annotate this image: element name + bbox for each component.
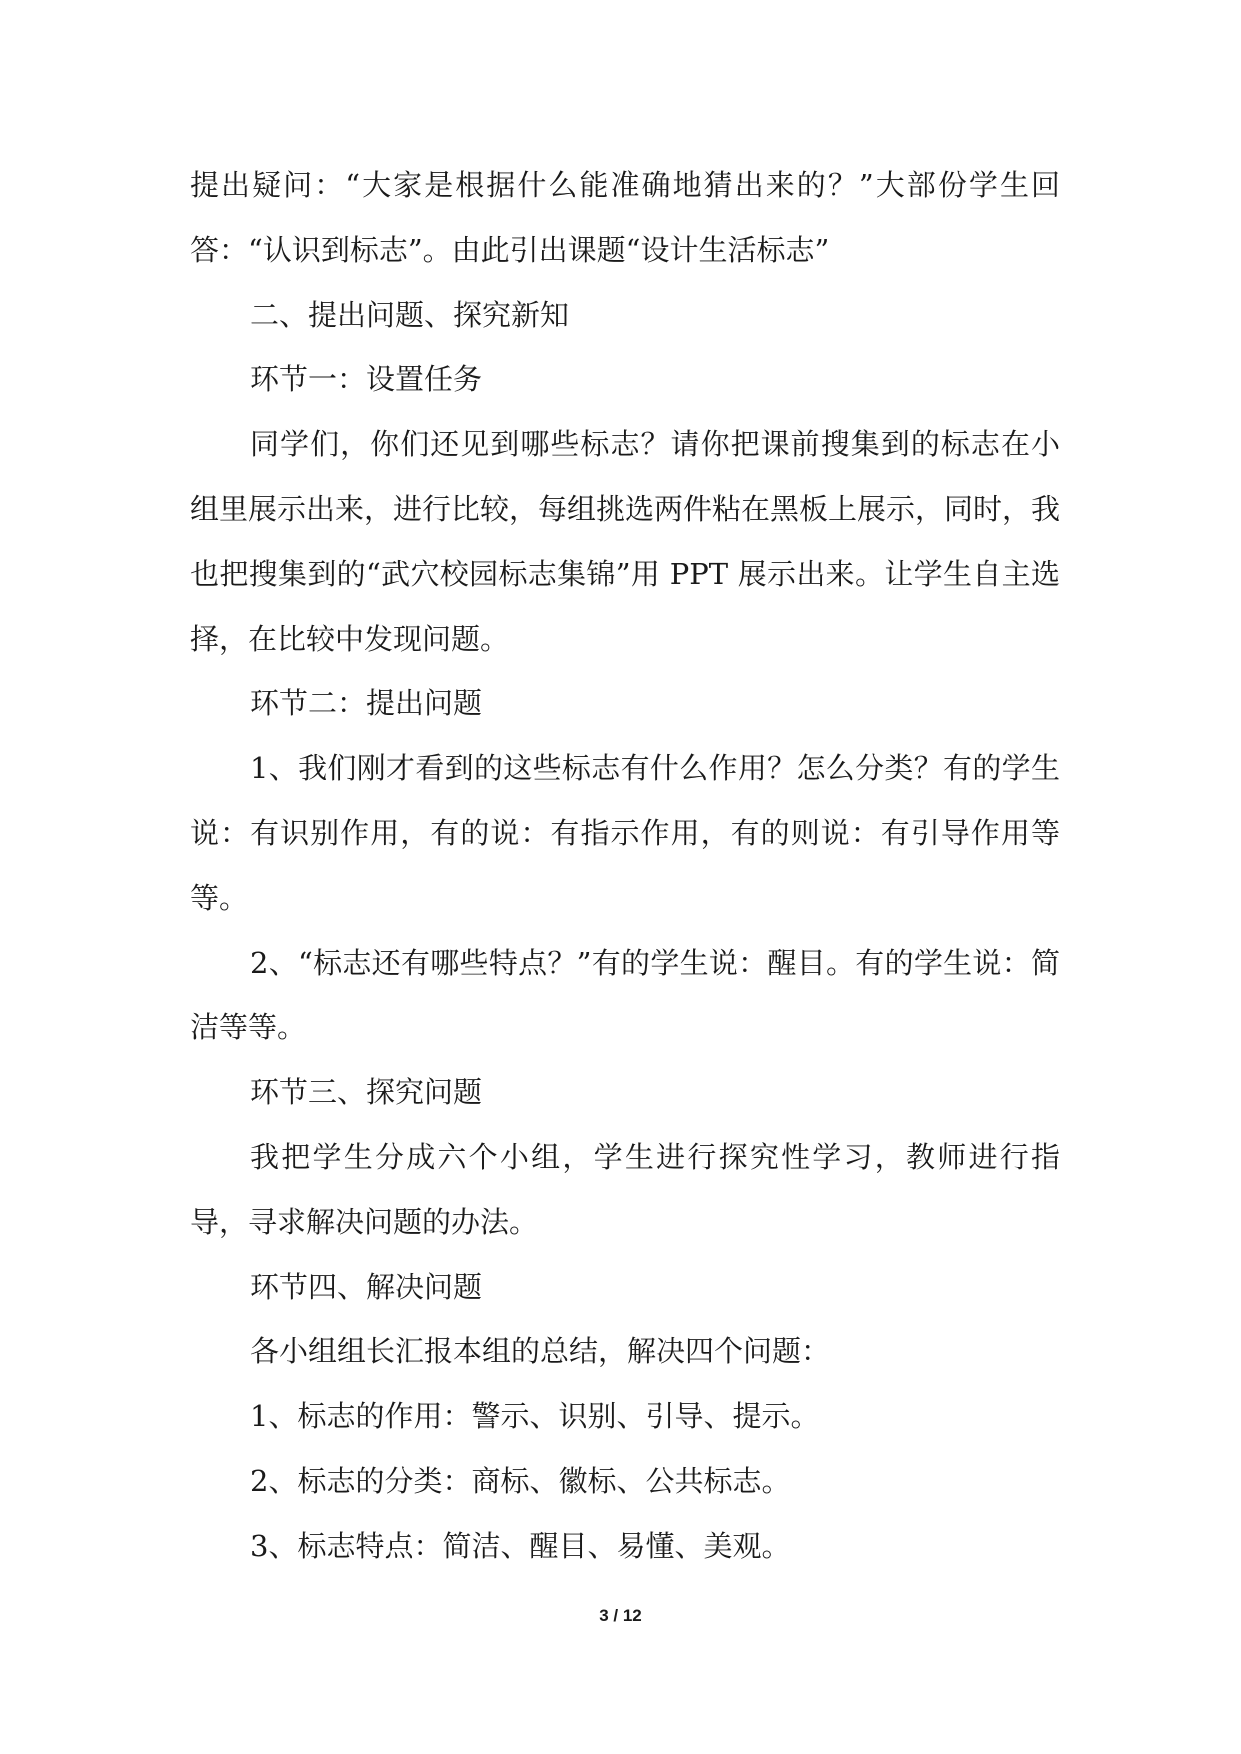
heading-step-one: 环节一：设置任务	[250, 362, 483, 397]
heading-section-two: 二、提出问题、探究新知	[250, 297, 570, 332]
paragraph-step-four: 各小组组长汇报本组的总结，解决四个问题：	[250, 1334, 831, 1369]
paragraph-intro-question: 提出疑问：“大家是根据什么能准确地猜出来的？”大部份学生回答：“认识到标志”。由此引出课题“设计生活标志”	[190, 168, 1060, 267]
heading-step-three: 环节三、探究问题	[250, 1075, 483, 1110]
paragraph-question-one: 1、我们刚才看到的这些标志有什么作用？怎么分类？有的学生说：有识别作用，有的说：有指示作用，有的则说：有引导作用等等。	[190, 751, 1060, 915]
list-item-function: 1、标志的作用：警示、识别、引导、提示。	[250, 1399, 820, 1434]
heading-step-four: 环节四、解决问题	[250, 1269, 483, 1304]
body-text	[190, 153, 1060, 1579]
list-item-category: 2、标志的分类：商标、徽标、公共标志。	[250, 1463, 791, 1498]
heading-step-two: 环节二：提出问题	[250, 686, 483, 721]
paragraph-question-two: 2、“标志还有哪些特点？”有的学生说：醒目。有的学生说：简洁等等。	[190, 945, 1060, 1045]
paragraph-step-one: 同学们，你们还见到哪些标志？请你把课前搜集到的标志在小组里展示出来，进行比较，每组挑选两件粘在黑板上展示，同时，我也把搜集到的“武穴校园标志集锦”用 PPT 展示出来。让学生自主选择，在比较中发现问题。	[190, 427, 1061, 656]
list-item-features: 3、标志特点：简洁、醒目、易懂、美观。	[250, 1528, 791, 1563]
page-number: 3 / 12	[599, 1606, 642, 1625]
paragraph-step-three: 我把学生分成六个小组，学生进行探究性学习，教师进行指导，寻求解决问题的办法。	[190, 1139, 1060, 1239]
